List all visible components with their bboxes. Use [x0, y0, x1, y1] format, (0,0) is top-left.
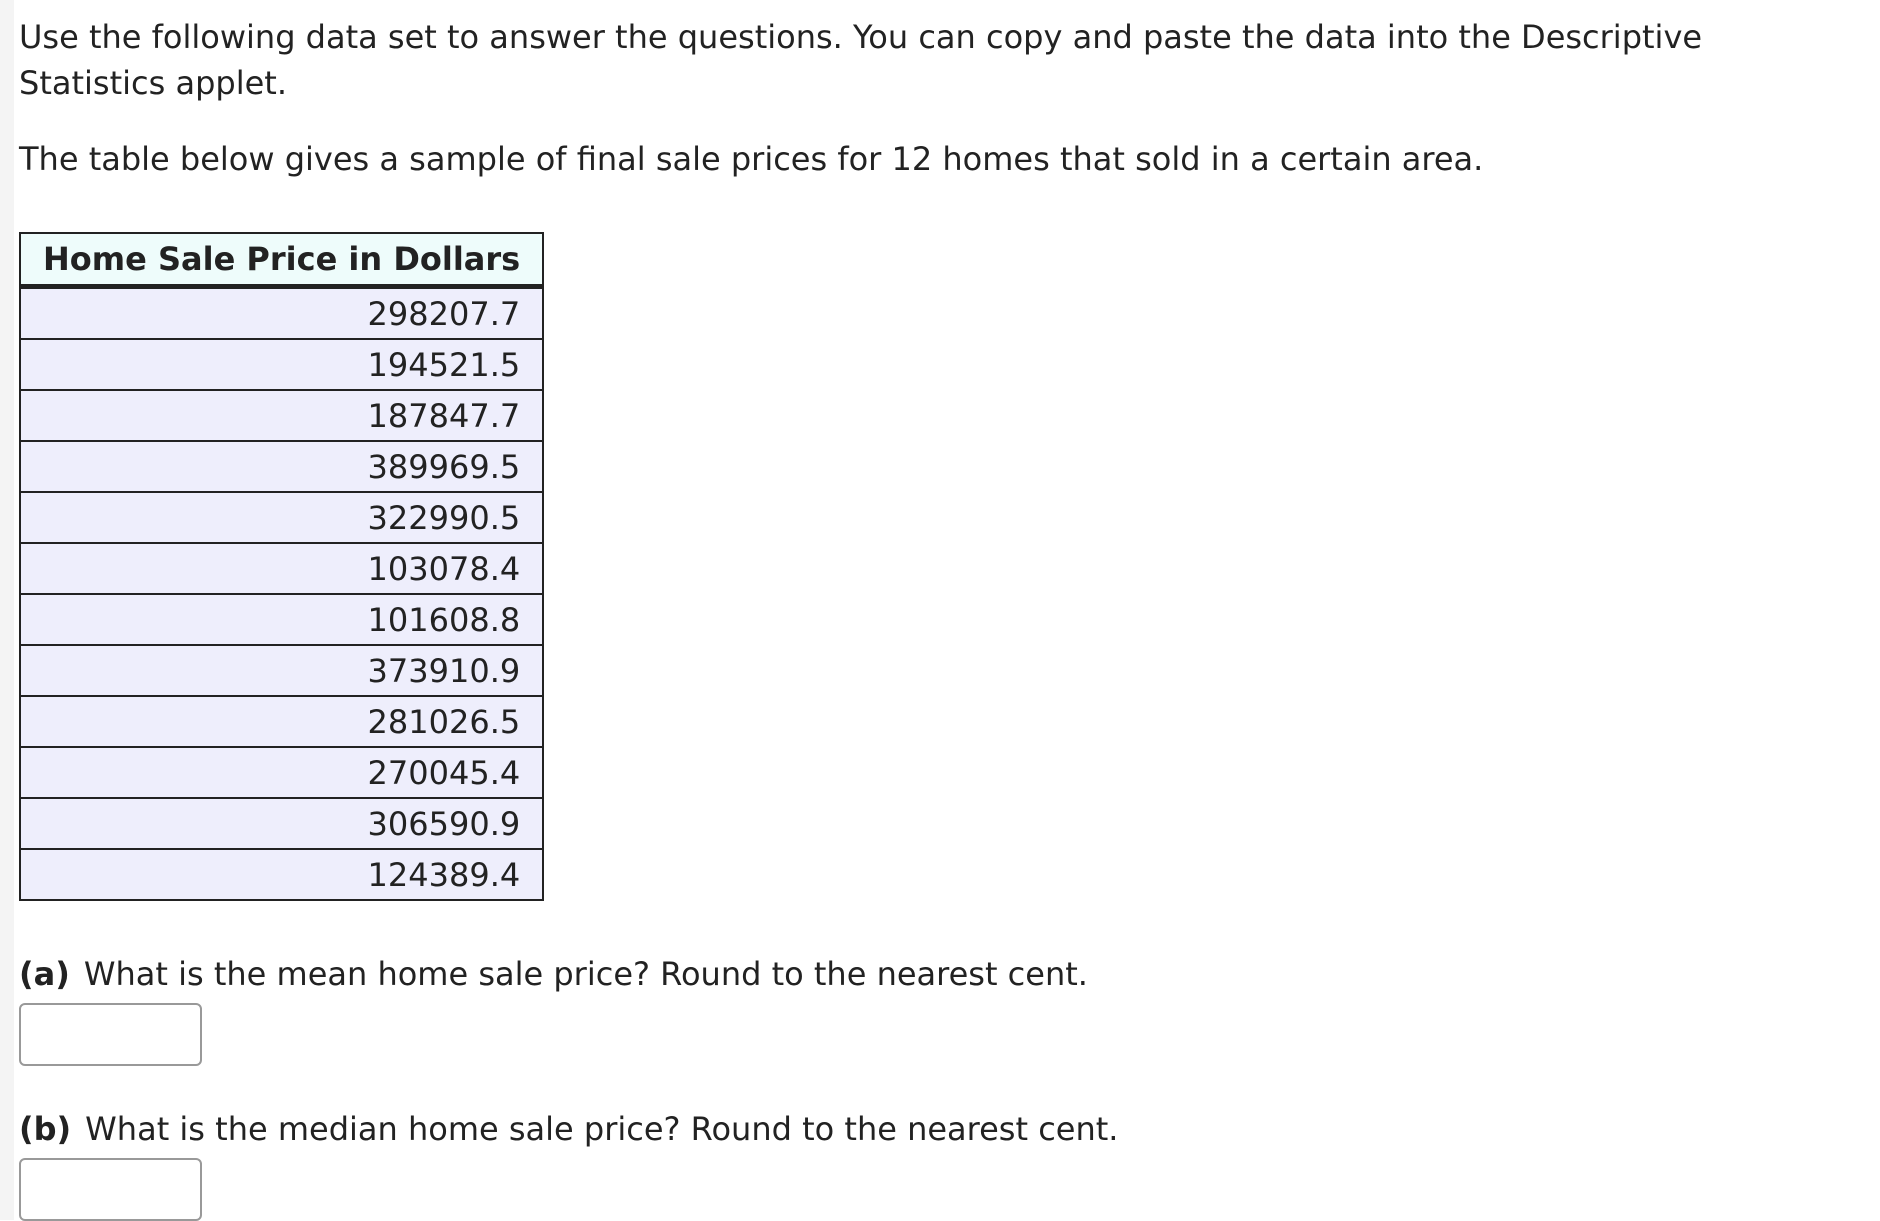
table-header-row [20, 233, 543, 287]
left-margin-rule [0, 0, 14, 1220]
table-description: The table below gives a sample of final sale prices for 12 homes that sold in a certain area. [19, 140, 1484, 178]
table-cell: 124389.4 [20, 849, 543, 900]
question-a-text: What is the mean home sale price? Round to the nearest cent. [83, 955, 1088, 993]
median-answer-input[interactable] [19, 1158, 202, 1221]
table-row [20, 287, 543, 340]
table-cell: 389969.5 [20, 441, 543, 492]
table-row [20, 747, 543, 798]
table-cell: 306590.9 [20, 798, 543, 849]
question-a-label: (a) [19, 955, 70, 993]
column-header: Home Sale Price in Dollars [20, 233, 543, 287]
table-cell: 187847.7 [20, 390, 543, 441]
table-row [20, 390, 543, 441]
table-row [20, 849, 543, 900]
table-cell: 281026.5 [20, 696, 543, 747]
table-cell: 270045.4 [20, 747, 543, 798]
table-row [20, 594, 543, 645]
question-a [19, 951, 1839, 1066]
table-row [20, 798, 543, 849]
home-price-table [19, 232, 544, 901]
question-content [19, 14, 1839, 1221]
table-row [20, 441, 543, 492]
table-row [20, 696, 543, 747]
table-cell: 103078.4 [20, 543, 543, 594]
table-cell: 101608.8 [20, 594, 543, 645]
question-b-label: (b) [19, 1110, 72, 1148]
table-cell: 298207.7 [20, 287, 543, 340]
question-b-text: What is the median home sale price? Round to the nearest cent. [85, 1110, 1119, 1148]
table-row [20, 645, 543, 696]
mean-answer-input[interactable] [19, 1003, 202, 1066]
table-row [20, 339, 543, 390]
table-cell: 194521.5 [20, 339, 543, 390]
table-cell: 322990.5 [20, 492, 543, 543]
table-cell: 373910.9 [20, 645, 543, 696]
table-row [20, 492, 543, 543]
table-row [20, 543, 543, 594]
intro-text: Use the following data set to answer the questions. You can copy and paste the data into the Descriptive Statistics applet. [19, 18, 1703, 102]
question-b [19, 1106, 1839, 1221]
